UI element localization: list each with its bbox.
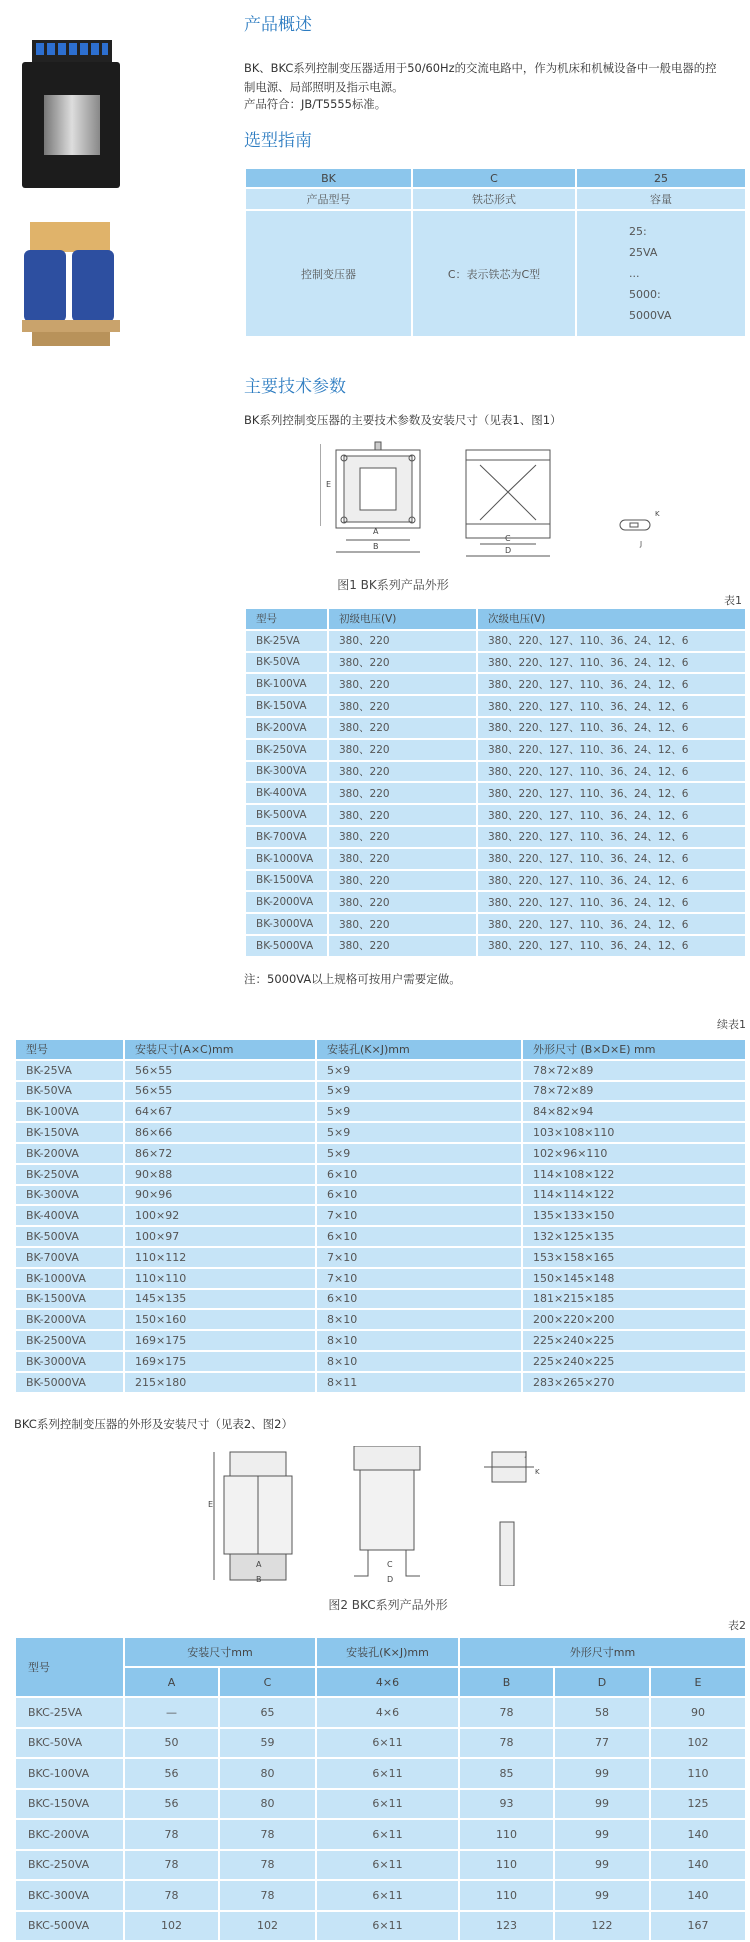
table-cell: 90×88 (124, 1164, 316, 1185)
table-cell: BKC-150VA (15, 1789, 124, 1820)
params-title: 主要技术参数 (244, 377, 346, 397)
table-row (15, 1226, 746, 1247)
table-cell: 380、220 (328, 652, 477, 674)
table-cell: BK-400VA (245, 782, 328, 804)
table-cell: 6×11 (316, 1728, 459, 1759)
table-cell: 380、220、127、110、36、24、12、6 (477, 782, 746, 804)
table-row (15, 1060, 746, 1081)
table-row (245, 630, 746, 652)
table-cell: BK-500VA (245, 804, 328, 826)
table-cell: 110 (459, 1880, 554, 1911)
guide-title: 选型指南 (244, 131, 312, 151)
sub-header: 4×6 (316, 1667, 459, 1697)
capacity-range (576, 210, 746, 337)
table-cell: BK-700VA (15, 1247, 124, 1268)
table-cell: 380、220、127、110、36、24、12、6 (477, 804, 746, 826)
table-row (245, 739, 746, 761)
table-row (15, 1268, 746, 1289)
table-cell: 145×135 (124, 1289, 316, 1310)
table-cell: 102 (650, 1728, 746, 1759)
sub-header: A (124, 1667, 219, 1697)
table-row (15, 1728, 746, 1759)
column-header: 次级电压(V) (477, 608, 746, 630)
fig1-label-e: E (326, 480, 332, 489)
table-cell: BKC-200VA (15, 1819, 124, 1850)
table-cell: 150×145×148 (522, 1268, 746, 1289)
table-cell: 64×67 (124, 1101, 316, 1122)
table-cell: 102×96×110 (522, 1143, 746, 1164)
table-cell: BK-50VA (245, 652, 328, 674)
table-cell: 380、220、127、110、36、24、12、6 (477, 761, 746, 783)
header-mount-hole: 安装孔(K×J)mm (316, 1637, 459, 1667)
table-cell: 110 (459, 1850, 554, 1881)
table-cell: 283×265×270 (522, 1372, 746, 1393)
table-cell: 86×72 (124, 1143, 316, 1164)
table-cell: 80 (219, 1789, 316, 1820)
code-model: BK (245, 168, 412, 188)
table-row (245, 870, 746, 892)
table-cell: 78×72×89 (522, 1081, 746, 1102)
table-cell: 78 (124, 1850, 219, 1881)
table-cell: 380、220、127、110、36、24、12、6 (477, 913, 746, 935)
sub-header: B (459, 1667, 554, 1697)
table-cell: 58 (554, 1697, 650, 1728)
table-row (15, 1758, 746, 1789)
table-cell: 380、220、127、110、36、24、12、6 (477, 630, 746, 652)
table-cell: 380、220、127、110、36、24、12、6 (477, 673, 746, 695)
table-cell: 99 (554, 1850, 650, 1881)
table-cell: 380、220 (328, 826, 477, 848)
table-row (15, 1309, 746, 1330)
table-cell: 7×10 (316, 1247, 522, 1268)
table-row (15, 1372, 746, 1393)
table-cell: 6×10 (316, 1185, 522, 1206)
table-row (245, 761, 746, 783)
table-cell: 150×160 (124, 1309, 316, 1330)
table-row (15, 1351, 746, 1372)
table-cell: 5×9 (316, 1143, 522, 1164)
table-row (15, 1697, 746, 1728)
column-header: 初级电压(V) (328, 608, 477, 630)
overview-title: 产品概述 (244, 15, 312, 35)
sub-header: C (219, 1667, 316, 1697)
params-note: 注：5000VA以上规格可按用户需要定做。 (244, 972, 461, 986)
label-model: 产品型号 (245, 188, 412, 210)
table-cell: 100×92 (124, 1205, 316, 1226)
table-cell: 153×158×165 (522, 1247, 746, 1268)
overview-line: 制电源、局部照明及指示电源。 (244, 80, 404, 94)
table-cell: 6×10 (316, 1289, 522, 1310)
table-cell: 80 (219, 1758, 316, 1789)
table-cell: 99 (554, 1819, 650, 1850)
fig1-label-a: A (373, 527, 379, 536)
table-row (245, 673, 746, 695)
table-cell: 225×240×225 (522, 1330, 746, 1351)
table-cell: 169×175 (124, 1351, 316, 1372)
table-cell: 380、220 (328, 804, 477, 826)
table-cell: 380、220 (328, 673, 477, 695)
table-cell: 6×10 (316, 1164, 522, 1185)
table-cell: 7×10 (316, 1268, 522, 1289)
table-row (15, 1143, 746, 1164)
capacity-item: 25VA (629, 246, 658, 259)
table-cell: BK-200VA (15, 1143, 124, 1164)
table-cell: 100×97 (124, 1226, 316, 1247)
table-cell: 8×11 (316, 1372, 522, 1393)
table-cell: BKC-25VA (15, 1697, 124, 1728)
table-cell: 56 (124, 1789, 219, 1820)
table-cell: 5×9 (316, 1060, 522, 1081)
table-cell: 380、220 (328, 630, 477, 652)
bkc-table (14, 1636, 747, 1942)
table-cell: BK-1000VA (245, 848, 328, 870)
table-row (15, 1289, 746, 1310)
table-cell: BK-250VA (15, 1164, 124, 1185)
table-cell: 380、220、127、110、36、24、12、6 (477, 695, 746, 717)
table-row (245, 782, 746, 804)
table-cell: BK-5000VA (15, 1372, 124, 1393)
table-cell: BKC-100VA (15, 1758, 124, 1789)
table-cell: 122 (554, 1911, 650, 1942)
table-cell: 380、220 (328, 782, 477, 804)
table-cell: BK-3000VA (15, 1351, 124, 1372)
table-cell: 135×133×150 (522, 1205, 746, 1226)
table-cell: 380、220、127、110、36、24、12、6 (477, 935, 746, 957)
table-cell: 78 (219, 1880, 316, 1911)
table-cell: 99 (554, 1758, 650, 1789)
table-cell: 380、220、127、110、36、24、12、6 (477, 652, 746, 674)
table-row (15, 1911, 746, 1942)
header-model: 型号 (15, 1637, 124, 1697)
table-cell: 90 (650, 1697, 746, 1728)
table-cell: 125 (650, 1789, 746, 1820)
table-cell: BK-300VA (245, 761, 328, 783)
table-row (245, 891, 746, 913)
bkc-subtitle: BKC系列控制变压器的外形及安装尺寸（见表2、图2） (14, 1417, 293, 1431)
figure-2-caption: 图2 BKC系列产品外形 (328, 1598, 448, 1612)
table-row (15, 1185, 746, 1206)
table-2-label: 表2 (728, 1619, 746, 1632)
table-cell: 380、220 (328, 848, 477, 870)
table-cell: — (124, 1697, 219, 1728)
table-row (15, 1789, 746, 1820)
code-capacity: 25 (576, 168, 746, 188)
table-cell: 4×6 (316, 1697, 459, 1728)
table-cell: BKC-50VA (15, 1728, 124, 1759)
table-cell: 93 (459, 1789, 554, 1820)
product-photo-bk (22, 40, 120, 188)
capacity-item: 5000VA (629, 309, 672, 322)
table-cell: 380、220 (328, 891, 477, 913)
table-cell: 380、220 (328, 739, 477, 761)
table-cell: BK-2000VA (245, 891, 328, 913)
column-header: 外形尺寸 (B×D×E) mm (522, 1039, 746, 1060)
column-header: 安装孔(K×J)mm (316, 1039, 522, 1060)
table-cell: 8×10 (316, 1309, 522, 1330)
table-row (245, 826, 746, 848)
capacity-item: ... (629, 267, 640, 280)
table-row (245, 717, 746, 739)
table-row (15, 1850, 746, 1881)
table-cell: 78 (459, 1697, 554, 1728)
table-cell: 123 (459, 1911, 554, 1942)
fig2-label-k: K (535, 1468, 540, 1476)
table-row (15, 1205, 746, 1226)
figure-1-caption: 图1 BK系列产品外形 (337, 578, 449, 592)
fig1-label-j: J (640, 540, 643, 548)
table-cell: 78 (124, 1819, 219, 1850)
label-core: 铁芯形式 (412, 188, 576, 210)
fig2-label-e: E (208, 1500, 214, 1509)
code-core: C (412, 168, 576, 188)
header-row (245, 608, 746, 630)
table-cell: BK-150VA (15, 1122, 124, 1143)
label-capacity: 容量 (576, 188, 746, 210)
table-cell: BK-5000VA (245, 935, 328, 957)
table-cell: 50 (124, 1728, 219, 1759)
table-cell: 114×114×122 (522, 1185, 746, 1206)
table-cell: 380、220、127、110、36、24、12、6 (477, 826, 746, 848)
table-cell: 6×11 (316, 1819, 459, 1850)
table-cell: 181×215×185 (522, 1289, 746, 1310)
sub-header: E (650, 1667, 746, 1697)
table-cell: 6×11 (316, 1880, 459, 1911)
table-cell: 103×108×110 (522, 1122, 746, 1143)
table-cell: 90×96 (124, 1185, 316, 1206)
table-cell: 99 (554, 1880, 650, 1911)
selection-guide-table (244, 167, 747, 338)
table-cell: BK-1500VA (245, 870, 328, 892)
table-cell: 110×110 (124, 1268, 316, 1289)
table-cell: 99 (554, 1789, 650, 1820)
fig2-label-j: J (525, 1450, 528, 1458)
table-cell: BK-2500VA (15, 1330, 124, 1351)
header-row (15, 1039, 746, 1060)
table-cell: BK-300VA (15, 1185, 124, 1206)
table-cont-label: 续表1 (717, 1018, 746, 1031)
fig1-label-b: B (373, 542, 379, 551)
table-cell: BK-400VA (15, 1205, 124, 1226)
table-cell: 8×10 (316, 1351, 522, 1372)
table-cell: 215×180 (124, 1372, 316, 1393)
table-cell: 167 (650, 1911, 746, 1942)
fig2-label-c: C (387, 1560, 393, 1569)
table-cell: 77 (554, 1728, 650, 1759)
table-cell: BK-500VA (15, 1226, 124, 1247)
table-cell: 110 (459, 1819, 554, 1850)
table-cell: BK-25VA (245, 630, 328, 652)
column-header: 型号 (15, 1039, 124, 1060)
table-cell: 380、220 (328, 761, 477, 783)
table-cell: BK-250VA (245, 739, 328, 761)
params-subtitle: BK系列控制变压器的主要技术参数及安装尺寸（见表1、图1） (244, 413, 562, 427)
table-cell: 380、220、127、110、36、24、12、6 (477, 739, 746, 761)
table-cell: 140 (650, 1819, 746, 1850)
table-cell: 8×10 (316, 1330, 522, 1351)
table-cell: 140 (650, 1880, 746, 1911)
table-cell: 5×9 (316, 1101, 522, 1122)
desc-core: C：表示铁芯为C型 (412, 210, 576, 337)
table-cell: 6×11 (316, 1758, 459, 1789)
table-cell: 78 (124, 1880, 219, 1911)
table-row (245, 935, 746, 957)
table-cell: BK-200VA (245, 717, 328, 739)
desc-model: 控制变压器 (245, 210, 412, 337)
table-cell: 85 (459, 1758, 554, 1789)
table-row (15, 1101, 746, 1122)
table-cell: BK-1500VA (15, 1289, 124, 1310)
table-cell: 6×11 (316, 1850, 459, 1881)
table-row (245, 652, 746, 674)
table-row (15, 1330, 746, 1351)
table-cell: 114×108×122 (522, 1164, 746, 1185)
table-cell: BK-150VA (245, 695, 328, 717)
table-cell: 102 (124, 1911, 219, 1942)
table-1-label: 表1 (724, 594, 742, 607)
table-cell: 7×10 (316, 1205, 522, 1226)
table-cell: BK-3000VA (245, 913, 328, 935)
fig2-label-a: A (256, 1560, 262, 1569)
table-cell: BK-50VA (15, 1081, 124, 1102)
fig1-label-c: C (505, 534, 511, 543)
table-cell: 78×72×89 (522, 1060, 746, 1081)
capacity-item: 25: (629, 225, 647, 238)
table-cell: BK-1000VA (15, 1268, 124, 1289)
table-cell: 380、220 (328, 870, 477, 892)
header-mount-size: 安装尺寸mm (124, 1637, 316, 1667)
table-cell: 380、220、127、110、36、24、12、6 (477, 717, 746, 739)
table-cell: 380、220 (328, 913, 477, 935)
sub-header: D (554, 1667, 650, 1697)
table-row (15, 1247, 746, 1268)
table-cell: 380、220 (328, 717, 477, 739)
table-cell: 6×11 (316, 1911, 459, 1942)
column-header: 安装尺寸(A×C)mm (124, 1039, 316, 1060)
table-row (245, 913, 746, 935)
table-cell: 132×125×135 (522, 1226, 746, 1247)
table-cell: BKC-250VA (15, 1850, 124, 1881)
table-cell: 225×240×225 (522, 1351, 746, 1372)
table-row (15, 1081, 746, 1102)
table-cell: 380、220、127、110、36、24、12、6 (477, 870, 746, 892)
product-photo-bkc (22, 222, 120, 350)
table-cell: BK-700VA (245, 826, 328, 848)
column-header: 型号 (245, 608, 328, 630)
fig1-label-d: D (505, 546, 512, 555)
table-cell: 56 (124, 1758, 219, 1789)
table-cell: 380、220 (328, 935, 477, 957)
capacity-item: 5000: (629, 288, 661, 301)
fig1-label-k: K (655, 510, 660, 518)
table-cell: 140 (650, 1850, 746, 1881)
table-cell: 59 (219, 1728, 316, 1759)
table-cell: 380、220、127、110、36、24、12、6 (477, 848, 746, 870)
table-cell: 380、220 (328, 695, 477, 717)
table-cell: 169×175 (124, 1330, 316, 1351)
table-cell: BK-25VA (15, 1060, 124, 1081)
dimension-table (14, 1038, 747, 1394)
voltage-table (244, 607, 747, 958)
table-cell: 84×82×94 (522, 1101, 746, 1122)
table-cell: 5×9 (316, 1081, 522, 1102)
header-outer-size: 外形尺寸mm (459, 1637, 746, 1667)
table-cell: 6×10 (316, 1226, 522, 1247)
table-row (15, 1164, 746, 1185)
table-cell: 6×11 (316, 1789, 459, 1820)
table-cell: 65 (219, 1697, 316, 1728)
table-cell: 110×112 (124, 1247, 316, 1268)
table-cell: 5×9 (316, 1122, 522, 1143)
table-cell: 110 (650, 1758, 746, 1789)
overview-line: 产品符合：JB/T5555标准。 (244, 97, 387, 111)
table-cell: 56×55 (124, 1060, 316, 1081)
table-cell: BK-100VA (15, 1101, 124, 1122)
table-cell: 200×220×200 (522, 1309, 746, 1330)
table-cell: BK-100VA (245, 673, 328, 695)
table-cell: 78 (459, 1728, 554, 1759)
table-row (245, 804, 746, 826)
fig2-label-d: D (387, 1575, 394, 1584)
table-row (15, 1819, 746, 1850)
table-cell: BKC-500VA (15, 1911, 124, 1942)
overview-line: BK、BKC系列控制变压器适用于50/60Hz的交流电路中，作为机床和机械设备中一般电器的控 (244, 61, 717, 75)
table-cell: 86×66 (124, 1122, 316, 1143)
fig2-label-b: B (256, 1575, 262, 1584)
table-cell: 56×55 (124, 1081, 316, 1102)
table-cell: BK-2000VA (15, 1309, 124, 1330)
table-row (245, 848, 746, 870)
table-cell: 78 (219, 1819, 316, 1850)
table-cell: 380、220、127、110、36、24、12、6 (477, 891, 746, 913)
table-cell: 102 (219, 1911, 316, 1942)
table-row (245, 695, 746, 717)
table-row (15, 1880, 746, 1911)
table-row (15, 1122, 746, 1143)
table-cell: 78 (219, 1850, 316, 1881)
table-cell: BKC-300VA (15, 1880, 124, 1911)
